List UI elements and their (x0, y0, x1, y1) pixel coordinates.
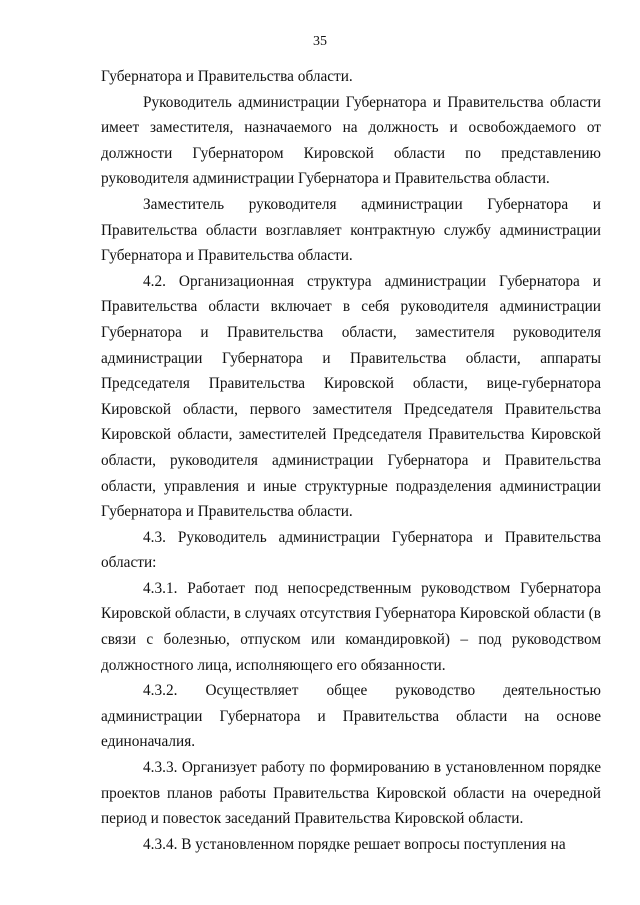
page-number: 35 (313, 34, 327, 49)
paragraph-contract-service: Заместитель руководителя администрации Губернатора и Правительства области возглавляет контрактную службу администрации Губернатора и Правительства области. (101, 195, 601, 265)
paragraph-4-3-3: 4.3.3. Организует работу по формированию в установленном порядке проектов планов работы Правительства Кировской области на очередной период и повесток заседаний Правительства Кировской области. (101, 759, 601, 828)
document-body (101, 64, 601, 857)
paragraph-4-3-head: 4.3. Руководитель администрации Губернатора и Правительства области: (101, 528, 601, 572)
paragraph-continuation: Губернатора и Правительства области. (101, 68, 353, 85)
paragraph-4-3-2: 4.3.2. Осуществляет общее руководство деятельностью администрации Губернатора и Правительства области на основе единоначалия. (101, 682, 601, 751)
paragraph-4-2-structure: 4.2. Организационная структура администрации Губернатора и Правительства области включает в себя руководителя администрации Губернатора и Правительства области, заместителя руководителя администрации Губернатора и Правительства области, аппараты Председателя Правительства Кировской области, вице-губернатора Кировской области, первого заместителя Председателя Правительства Кировской области, заместителей Председателя Правительства Кировской области, руководителя администрации Губернатора и Правительства области, управления и иные структурные подразделения администрации Губернатора и Правительства области. (101, 272, 601, 521)
paragraph-4-3-4: 4.3.4. В установленном порядке решает вопросы поступления на (143, 835, 566, 853)
paragraph-4-3-1: 4.3.1. Работает под непосредственным руководством Губернатора Кировской области, в случаях отсутствия Губернатора Кировской области (в связи с болезнью, отпуском или командировкой) – под руководством должностного лица, исполняющего его обязанности. (101, 579, 601, 674)
paragraph-deputy-appointment: Руководитель администрации Губернатора и Правительства области имеет заместителя, назначаемого на должность и освобождаемого от должности Губернатором Кировской области по представлению руководителя администрации Губернатора и Правительства области. (101, 93, 601, 188)
